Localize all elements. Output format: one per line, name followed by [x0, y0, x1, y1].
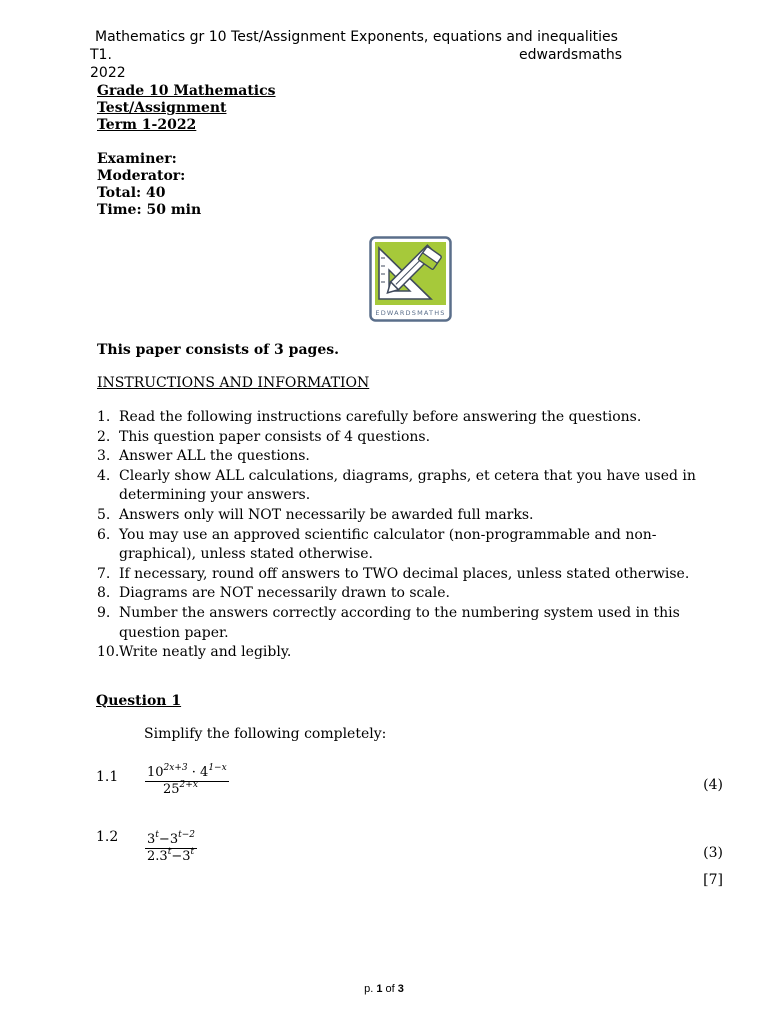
- header-term: T1.: [90, 47, 112, 63]
- question-total: [7]: [703, 872, 723, 888]
- edwardsmaths-logo: [369, 236, 452, 322]
- question-number: 1.2: [96, 829, 119, 845]
- fraction-numerator: $10^{2x+3} \cdot 4^{1-x}$: [147, 763, 227, 780]
- instruction-item: 9. Number the answers correctly according to the numbering system used in this question paper.: [97, 604, 680, 641]
- instruction-item: 1. Read the following instructions carefully before answering the questions.: [97, 409, 642, 425]
- marks-allocation: (3): [703, 845, 723, 861]
- instruction-item: 2. This question paper consists of 4 questions.: [97, 428, 431, 445]
- page-footer: p. 1 of 3: [364, 983, 404, 995]
- logo-text: EDWARDSMATHS: [375, 309, 446, 317]
- fraction-numerator: $3^t-3^{t-2}$: [147, 830, 195, 847]
- header-title-line: Mathematics gr 10 Test/Assignment Exponents, equations and inequalities: [95, 29, 618, 45]
- moderator-label: Moderator:: [97, 168, 186, 184]
- marks-allocation: (4): [703, 777, 723, 793]
- question-1-heading: Question 1: [96, 693, 182, 709]
- instructions-list: [97, 408, 707, 663]
- fraction-denominator: $2.3^t-3^t$: [147, 847, 195, 864]
- current-page: 1: [376, 983, 383, 995]
- instruction-item: 5. Answers only will NOT necessarily be awarded full marks.: [97, 506, 534, 523]
- instruction-item: 10. Write neatly and legibly.: [97, 644, 292, 661]
- total-pages: 3: [397, 983, 404, 995]
- total-marks: Total: 40: [97, 185, 166, 201]
- title-grade: Grade 10 Mathematics: [97, 83, 276, 99]
- fraction-denominator: $25^{2+x}$: [163, 780, 198, 797]
- examiner-label: Examiner:: [97, 151, 177, 167]
- title-type: Test/Assignment: [97, 100, 227, 116]
- instruction-item: 3. Answer ALL the questions.: [97, 448, 310, 465]
- header-brand: edwardsmaths: [519, 47, 623, 63]
- question-number: 1.1: [96, 769, 119, 785]
- time-allowed: Time: 50 min: [97, 202, 202, 218]
- fraction-expression: [145, 765, 229, 797]
- title-term: Term 1-2022: [97, 117, 197, 133]
- set-square-pencil-icon: [369, 236, 452, 322]
- header-year: 2022: [90, 65, 126, 81]
- instruction-item: 8. Diagrams are NOT necessarily drawn to scale.: [97, 585, 450, 602]
- pages-note: This paper consists of 3 pages.: [97, 342, 339, 358]
- instruction-item: 7. If necessary, round off answers to TWO decimal places, unless stated otherwise.: [97, 565, 690, 582]
- question-1-prompt: Simplify the following completely:: [144, 726, 387, 742]
- fraction-expression: [145, 832, 197, 864]
- instruction-item: 4. Clearly show ALL calculations, diagrams, graphs, et cetera that you have used in determining your answers.: [97, 467, 696, 504]
- instruction-item: 6. You may use an approved scientific calculator (non-programmable and non-graphical), unless stated otherwise.: [97, 526, 657, 563]
- instructions-heading: INSTRUCTIONS AND INFORMATION: [97, 375, 370, 391]
